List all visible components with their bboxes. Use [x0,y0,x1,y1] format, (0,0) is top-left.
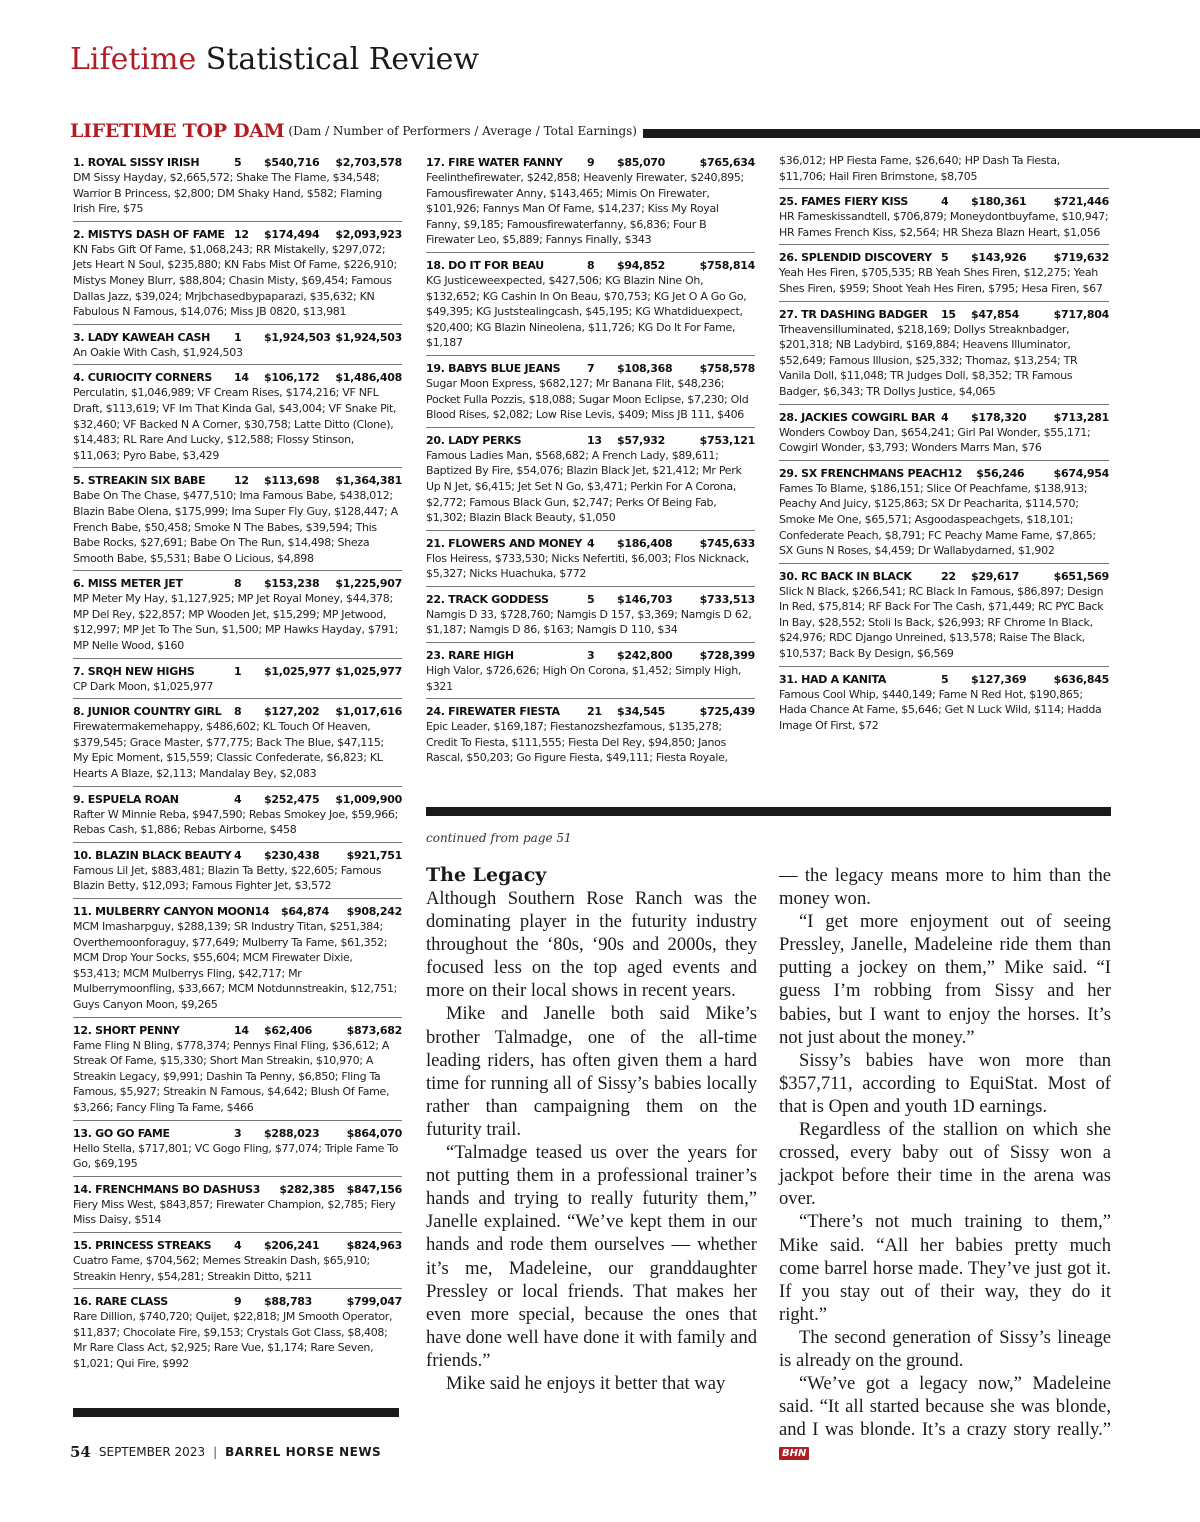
dam-total-earnings: $1,924,503 [335,330,402,344]
article-column-1 [426,887,757,1395]
dam-name: 23. RARE HIGH [426,649,514,663]
dam-performers: 21 [587,705,602,719]
dam-offspring-list: Famous Ladies Man, $568,682; A French Lady, $89,611; Baptized By Fire, $54,076; Blazin Black Jet, $21,412; Mr Perk Up N Jet, $6,415; Jet Set N Go, $3,471; Perkin For A Corona, $2,772; Famous Black Gun, $2,747; Perks Of Being Fab, $1,302; Blazin Black Beauty, $1,050 [426,448,742,525]
dam-performers: 1 [234,330,242,344]
dam-performers: 4 [941,195,949,209]
dam-performers: 3 [587,649,595,663]
dam-24-continued: $36,012; HP Fiesta Fame, $26,640; HP Dash Ta Fiesta, $11,706; Hail Firen Brimstone, $8,705 [779,153,1109,189]
dam-performers: 8 [587,258,595,272]
dam-name: 2. MISTYS DASH OF FAME [73,227,225,241]
article-paragraph: Sissy’s babies have won more than $357,711, according to EquiStat. Most of that is Open and youth 1D earnings. [779,1049,1111,1117]
dam-performers: 5 [234,156,242,169]
dam-average: $252,475 [264,792,320,806]
article-paragraph: Regardless of the stallion on which she crossed, every baby out of Sissy won a jackpot before their time in the arena was over. [779,1119,1111,1210]
dam-name: 21. FLOWERS AND MONEY [426,536,583,550]
dam-name: 5. STREAKIN SIX BABE [73,474,206,488]
dam-entry [779,567,1109,667]
dam-name: 22. TRACK GODDESS [426,592,549,606]
dam-entry-header [73,227,402,242]
dam-entry [73,471,402,571]
dam-total-earnings: $745,633 [699,536,755,550]
dam-performers: 3 [252,1182,261,1196]
dam-entry [73,225,402,325]
dam-offspring-list: Cuatro Fame, $704,562; Memes Streakin Dash, $65,910; Streakin Henry, $54,281; Streakin Ditto, $211 [73,1253,370,1283]
dam-total-earnings: $733,513 [699,592,755,606]
dam-name: 11. MULBERRY CANYON MOON [73,905,255,918]
article-paragraph: “There’s not much training to them,” Mike said. “All her babies pretty much come barrel horse made. They’ve just got it. If you stay out of their way, they do it right.” [779,1211,1111,1325]
dam-offspring-list: High Valor, $726,626; High On Corona, $1,452; Simply High, $321 [426,664,742,693]
dam-offspring-list: MP Meter My Hay, $1,127,925; MP Jet Royal Money, $44,378; MP Del Rey, $22,857; MP Wooden Jet, $15,299; MP Jetwood, $12,997; MP Jet To The Sun, $1,500; MP Hawks Hayday, $791; MP Nelle Wood, $160 [73,592,399,653]
dam-total-earnings: $721,446 [1053,195,1109,209]
dam-offspring-list: DM Sissy Hayday, $2,665,572; Shake The Flame, $34,548; Warrior B Princess, $2,800; DM Shaky Hand, $582; Flaming Irish Fire, $75 [73,171,382,216]
dam-entry [73,574,402,658]
dam-entry-header [426,258,755,273]
dam-name: 18. DO IT FOR BEAU [426,258,544,272]
dam-name: 28. JACKIES COWGIRL BAR [779,410,936,424]
page-footer [70,1443,381,1461]
publication-name: BARREL HORSE NEWS [225,1445,382,1459]
dam-entry-header [73,1294,402,1309]
dam-entry [426,153,755,253]
dam-performers: 1 [234,664,242,678]
dam-average: $153,238 [264,577,320,591]
dam-total-earnings: $921,751 [346,848,402,862]
section-rule [643,129,1200,138]
dam-offspring-list: KG Justiceweexpected, $427,506; KG Blazin Nine Oh, $132,652; KG Cashin In On Beau, $70,753; KG Jet O A Go Go, $49,395; KG Juststealingcash, $45,195; KG Whatdiduexpect, $20,400; KG Blazin Nineolena, $11,726; KG Do It For Fame, $1,187 [426,273,747,350]
dam-entry [73,1236,402,1289]
dam-performers: 12 [234,474,249,488]
article-paragraph: — the legacy means more to him than the money won. [779,865,1111,910]
dam-entry-header [779,194,1109,209]
table-bottom-rule-left [73,1408,399,1417]
dam-name: 10. BLAZIN BLACK BEAUTY [73,848,232,862]
dam-entry [779,192,1109,245]
dam-average: $113,698 [264,474,320,488]
article-paragraph [779,1372,1111,1464]
dam-offspring-list: Wonders Cowboy Dan, $654,241; Girl Pal Wonder, $55,171; Cowgirl Wonder, $3,793; Wonders Marrs Man, $76 [779,425,1091,455]
dam-performers: 14 [234,1023,249,1037]
dam-offspring-list: Perculatin, $1,046,989; VF Cream Rises, $174,216; VF NFL Draft, $113,619; VF Im That Kinda Gal, $43,004; VF Snake Pit, $32,460; VF Backed N A Corner, $30,758; Latte Ditto (Clone), $14,483; RL Rare And Lucky, $12,588; Flossy Stinson, $11,063; Pyro Babe, $3,429 [73,386,397,462]
dam-offspring-list: Yeah Hes Firen, $705,535; RB Yeah Shes Firen, $12,275; Yeah Shes Firen, $959; Shoot Yeah Hes Firen, $795; Hesa Firen, $67 [779,266,1103,295]
dam-entry [73,153,402,222]
dam-offspring-list: Babe On The Chase, $477,510; Ima Famous Babe, $438,012; Blazin Babe Olena, $175,999; Ima Super Fly Guy, $128,447; A French Babe, $50,458; Smoke N The Babes, $39,594; This Babe Rocks, $27,691; Babe On The Run, $14,498; Sheza Smooth Babe, $5,531; Babe O Licious, $4,898 [73,489,398,565]
dam-name: 1. ROYAL SISSY IRISH [73,156,200,169]
dam-average: $127,202 [264,705,320,719]
dam-average: $143,926 [971,251,1027,265]
dam-entry-header [73,1238,402,1253]
dam-offspring-list: An Oakie With Cash, $1,924,503 [73,345,243,359]
dam-performers: 12 [947,466,963,480]
dam-entry [426,359,755,428]
dam-performers: 5 [941,672,949,686]
dam-name: 6. MISS METER JET [73,577,183,591]
dam-name: 20. LADY PERKS [426,433,522,447]
dam-average: $174,494 [264,227,320,241]
dam-name: 4. CURIOCITY CORNERS [73,371,213,385]
article-paragraph: Although Southern Rose Ranch was the dominating player in the futurity industry throughout the ‘80s, ‘90s and 2000s, they focused less on the top aged events and more on their local shows in recent years. [426,888,757,1002]
dam-name: 19. BABYS BLUE JEANS [426,361,561,375]
dam-name: 27. TR DASHING BADGER [779,307,928,321]
dam-entry [426,534,755,587]
dam-entry [426,431,755,531]
dam-average: $127,369 [971,672,1027,686]
dam-total-earnings: $636,845 [1053,672,1109,686]
dam-total-earnings: $1,017,616 [335,705,402,719]
dam-entry-header [426,648,755,663]
dam-performers: 4 [587,536,595,550]
dam-entry-header [426,536,755,551]
dam-entry-header [73,664,402,679]
dam-offspring-list: MCM Imasharpguy, $288,139; SR Industry Titan, $251,384; Overthemoonforaguy, $77,649; Mulberry Ta Fame, $61,352; MCM Drop Your Socks, $55,604; MCM Firewater Dixie, $53,413; MCM Mulberrys Fling, $42,717; Mr Mulberrymoonfling, $33,667; MCM Notdunnstreakin, $12,751; Guys Canyon Moon, $9,265 [73,920,398,1011]
dam-offspring-list: Epic Leader, $169,187; Fiestanozshezfamous, $135,278; Credit To Fiesta, $111,555; Fiesta Del Rey, $94,850; Janos Rascal, $50,203; Go Figure Fiesta, $49,111; Fiesta Royale, [426,720,728,765]
dam-entry [73,368,402,468]
dam-total-earnings: $1,025,977 [335,664,402,678]
dam-name: 17. FIRE WATER FANNY [426,156,563,169]
section-subtitle: (Dam / Number of Performers / Average / Total Earnings) [288,124,637,138]
dam-entry [426,646,755,699]
dam-average: $57,932 [617,433,666,447]
dam-entry-header [426,361,755,376]
dam-entry [73,790,402,843]
header-accent: Lifetime [70,42,197,77]
dam-entry-header [73,473,402,488]
dam-performers: 3 [234,1126,242,1140]
issue-date: SEPTEMBER 2023 [98,1445,206,1459]
dam-average: $56,246 [976,466,1025,480]
dam-offspring-list: Trheavensilluminated, $218,169; Dollys Streaknbadger, $201,318; NB Ladybird, $169,884; Heavens Illuminator, $52,649; Famous Illusion, $25,332; Thomaz, $13,254; TR Vanila Doll, $11,048; TR Judges Doll, $8,352; TR Famous Badger, $6,343; TR Dollys Justice, $4,065 [779,322,1078,398]
dam-total-earnings: $651,569 [1053,569,1109,583]
bhn-logo: BHN [779,1447,809,1460]
article-paragraph: Mike and Janelle both said Mike’s brother Talmadge, one of the all-time leading riders, has often given them a hard time for running all of Sissy’s babies locally rather than campaigning them on the futurity trail. [426,1003,757,1140]
dam-total-earnings: $799,047 [346,1295,402,1309]
dam-total-earnings: $758,578 [699,361,755,375]
header-title: Statistical Review [196,42,480,77]
dam-average: $108,368 [617,361,673,375]
dam-offspring-list: Hello Stella, $717,801; VC Gogo Fling, $77,074; Triple Fame To Go, $69,195 [73,1141,399,1171]
dam-entry-header [73,1126,402,1141]
dam-total-earnings: $873,682 [346,1023,402,1037]
dam-average: $29,617 [971,569,1020,583]
dam-performers: 14 [254,905,270,918]
dam-average: $230,438 [264,848,320,862]
dam-average: $288,023 [264,1126,320,1140]
dam-total-earnings: $1,486,408 [335,371,402,385]
dam-entry-header [73,848,402,863]
section-heading [70,118,1200,144]
dam-entry [426,256,755,356]
dam-total-earnings: $824,963 [346,1238,402,1252]
article-paragraph: Mike said he enjoys it better that way [446,1372,726,1394]
dam-total-earnings: $2,703,578 [335,156,402,169]
dam-entry-header [426,155,755,170]
dam-entry-header [73,576,402,591]
dam-offspring-list: Feelinthefirewater, $242,858; Heavenly Firewater, $240,895; Famousfirewater Anny, $143,465; Mimis On Firewater, $101,926; Fannys Man Of Fame, $14,237; Kiss My Royal Fanny, $9,185; Famousfirewaterfanny, $6,836; Four B Firewater Leo, $5,889; Fannys Finally, $343 [426,171,744,247]
dam-performers: 22 [941,569,956,583]
dam-performers: 8 [234,705,242,719]
dam-entry [426,702,755,770]
dam-offspring-list: HR Fameskissandtell, $706,879; Moneydontbuyfame, $10,947; HR Fames French Kiss, $2,564; HR Sheza Blazn Heart, $1,056 [779,210,1109,239]
dam-average: $94,852 [617,258,666,272]
dam-entry-header [779,410,1109,425]
dam-total-earnings: $847,156 [346,1182,402,1196]
dam-offspring-list: Famous Lil Jet, $883,481; Blazin Ta Betty, $22,605; Famous Blazin Betty, $12,093; Famous Fighter Jet, $3,572 [73,863,382,893]
dam-performers: 4 [234,1238,242,1252]
dam-entry-header [426,704,755,719]
dam-average: $62,406 [264,1023,313,1037]
dam-entry-header [73,370,402,385]
dam-name: 8. JUNIOR COUNTRY GIRL [73,705,222,719]
dam-average: $1,025,977 [264,664,331,678]
dam-offspring-list: Fame Fling N Bling, $778,374; Pennys Final Fling, $36,612; A Streak Of Fame, $15,330; Short Man Streakin, $10,970; A Streakin Legacy, $9,991; Dashin Ta Penny, $6,850; Fling Ta Famous, $5,927; Streakin N Famous, $4,642; Blush Of Fame, $3,266; Fancy Fling Ta Fame, $466 [73,1038,390,1114]
dam-name: 16. RARE CLASS [73,1295,168,1309]
dam-total-earnings: $908,242 [346,905,402,918]
dam-entry [73,1021,402,1121]
dam-offspring-list: Firewatermakemehappy, $486,602; KL Touch Of Heaven, $379,545; Grace Master, $77,775; Back The Blue, $47,115; My Epic Moment, $15,559; Classic Confederate, $6,823; KL Hearts A Blaze, $2,113; Mandalay Bey, $2,083 [73,720,384,781]
dam-average: $47,854 [971,307,1020,321]
dam-offspring-list: Rare Dillion, $740,720; Quijet, $22,818; JM Smooth Operator, $11,837; Chocolate Fire, $9,153; Crystals Got Class, $8,408; Mr Rare Class Act, $2,925; Rare Vue, $1,174; Rare Seven, $1,021; Qui Fire, $992 [73,1310,393,1370]
dam-entry [779,408,1109,461]
dam-average: $1,924,503 [264,330,331,344]
section-title: LIFETIME TOP DAM [70,120,285,142]
dam-average: $178,320 [971,410,1027,424]
dam-name: 14. FRENCHMANS BO DASHUS [73,1182,253,1196]
dam-total-earnings: $1,009,900 [335,792,402,806]
dam-entry-header [73,704,402,719]
dam-average: $34,545 [617,705,666,719]
dam-offspring-list: Famous Cool Whip, $440,149; Fame N Red Hot, $190,865; Hada Chance At Fame, $5,646; Get N Luck Wild, $114; Hadda Image Of First, $72 [779,687,1102,732]
dam-total-earnings: $674,954 [1053,466,1110,480]
dam-average: $88,783 [264,1295,313,1309]
article-title: The Legacy [426,864,547,886]
dam-entry [73,1180,402,1233]
dam-total-earnings: $717,804 [1053,307,1109,321]
article-column-2 [779,864,1111,1464]
dam-name: 7. SRQH NEW HIGHS [73,664,195,678]
dam-entry-header [779,569,1109,584]
dam-name: 15. PRINCESS STREAKS [73,1238,212,1252]
dam-entry [779,670,1109,738]
dam-offspring-list: CP Dark Moon, $1,025,977 [73,679,214,693]
dam-average: $242,800 [617,649,673,663]
dam-name: 13. GO GO FAME [73,1126,170,1140]
dam-average: $146,703 [617,592,673,606]
dam-performers: 5 [587,592,595,606]
dam-offspring-list: Sugar Moon Express, $682,127; Mr Banana Flit, $48,236; Pocket Fulla Pozzis, $18,088; Sugar Moon Eclipse, $7,230; Old Blood Rises, $2,082; Low Rise Levis, $409; Miss JB 111, $406 [426,376,749,422]
dam-total-earnings: $725,439 [699,705,755,719]
dam-entry [73,902,402,1018]
dam-offspring-list: Rafter W Minnie Reba, $947,590; Rebas Smokey Joe, $59,966; Rebas Cash, $1,886; Rebas Airborne, $458 [73,807,399,837]
dam-total-earnings: $728,399 [699,649,755,663]
dam-performers: 13 [587,433,602,447]
dam-name: 9. ESPUELA ROAN [73,792,179,806]
dam-name: 26. SPLENDID DISCOVERY [779,251,932,265]
dam-performers: 15 [941,307,956,321]
dam-name: 12. SHORT PENNY [73,1023,180,1037]
dam-entry [73,1292,402,1375]
dam-performers: 8 [234,577,242,591]
dam-total-earnings: $1,364,381 [335,474,402,488]
dam-offspring-list: KN Fabs Gift Of Fame, $1,068,243; RR Mistakelly, $297,072; Jets Heart N Soul, $235,880; KN Fabs Mist Of Fame, $226,910; Mistys Money Blurr, $88,804; Chasin Misty, $69,454; Famous Dallas Jazz, $39,024; Mrjbchasedbypaparazi, $35,632; KN Fabulous N Famous, $14,076; Miss JB 0820, $13,981 [73,242,397,319]
dam-entry [73,702,402,786]
dam-performers: 9 [234,1295,242,1309]
dam-entry [73,328,402,366]
dam-average: $282,385 [279,1182,335,1196]
dam-performers: 4 [941,410,949,424]
dam-entry [73,846,402,899]
dam-performers: 7 [587,361,595,375]
dam-total-earnings: $765,634 [699,156,755,169]
article-last-sentence: “We’ve got a legacy now,” Madeleine said. “It all started because she was blonde, and I was blonde. It’s a crazy story really.” [779,1373,1111,1441]
dam-name: 29. SX FRENCHMANS PEACH [779,466,948,480]
dam-entry-header [779,250,1109,265]
table-bottom-rule-right [426,807,1111,816]
dam-entry-header [779,672,1109,687]
dam-offspring-list: Namgis D 33, $728,760; Namgis D 157, $3,369; Namgis D 62, $1,187; Namgis D 86, $163; Namgis D 110, $34 [426,607,752,637]
dam-entry-header [426,592,755,607]
dam-entry-header [73,1023,402,1038]
dam-total-earnings: $719,632 [1053,251,1109,265]
dam-offspring-list: Fiery Miss West, $843,857; Firewater Champion, $2,785; Fiery Miss Daisy, $514 [73,1197,396,1227]
dam-total-earnings: $713,281 [1053,410,1109,424]
article-paragraph: “Talmadge teased us over the years for not putting them in a professional trainer’s hands and trying to really futurity them,” Janelle explained. “We’ve kept them in our hands and rode them ourselves — whether it’s me, Madeleine, our granddaughter Pressley or local friends. That makes her even more special, because the ones that have done well have done it with family and friends.” [426,1142,757,1371]
dam-entry-header [426,433,755,448]
dam-performers: 5 [941,251,949,265]
dam-total-earnings: $753,121 [699,433,755,447]
dam-name: 30. RC BACK IN BLACK [779,569,912,583]
dam-entry-header [73,904,402,919]
dam-entry-header [73,1182,402,1197]
dam-entry-header [73,330,402,345]
dam-average: $85,070 [617,156,666,169]
dam-offspring-list: Slick N Black, $266,541; RC Black In Famous, $86,897; Design In Red, $75,814; RF Back For The Cash, $71,449; RC PYC Back In Bay, $28,552; Stoli Is Back, $26,993; RF Chrome In Black, $24,976; RDC Django Unreined, $13,578; Raise The Black, $10,537; Back By Design, $6,569 [779,584,1104,661]
dam-entry [73,662,402,700]
dam-average: $180,361 [971,195,1027,209]
article-paragraph: “I get more enjoyment out of seeing Pressley, Janelle, Madeleine ride them than putting a jockey on them,” Mike said. “I guess I’m robbing from Sissy and her babies, but I want to enjoy the horses. It’s not just about the money.” [779,911,1111,1048]
dam-name: 24. FIREWATER FIESTA [426,705,560,719]
continued-note: continued from page 51 [426,831,572,845]
dam-entry-header [779,307,1109,322]
dam-performers: 9 [587,156,595,169]
dam-entry-header [779,466,1109,481]
dam-entry [779,305,1109,405]
dam-entry [73,1124,402,1177]
dam-performers: 12 [234,227,249,241]
dam-column-2 [426,153,755,773]
footer-separator: | [213,1445,218,1459]
dam-offspring-list: Fames To Blame, $186,151; Slice Of Peachfame, $138,913; Peachy And Juicy, $125,863; SX Dr Peacharita, $114,570; Smoke Me One, $65,571; Asgoodaspeachgets, $18,101; Confederate Peach, $8,791; FC Peachy Mame Fame, $7,865; SX Guns N Roses, $4,459; Dr Wallabydarned, $1,902 [779,481,1096,558]
dam-entry-header [73,155,402,170]
dam-entry [779,464,1109,564]
dam-performers: 14 [234,371,249,385]
dam-average: $206,241 [264,1238,320,1252]
dam-name: 25. FAMES FIERY KISS [779,195,909,209]
dam-total-earnings: $864,070 [346,1126,402,1140]
dam-performers: 4 [234,792,242,806]
dam-average: $106,172 [264,371,320,385]
page-header [70,42,479,77]
dam-entry [426,590,755,643]
dam-average: $64,874 [280,905,329,918]
dam-entry-header [73,792,402,807]
dam-total-earnings: $758,814 [699,258,755,272]
dam-total-earnings: $1,225,907 [335,577,402,591]
dam-average: $540,716 [264,156,320,169]
dam-column-1 [73,153,402,1378]
dam-average: $186,408 [617,536,673,550]
dam-offspring-list: Flos Heiress, $733,530; Nicks Nefertiti, $6,003; Flos Nicknack, $5,327; Nicks Huachuka, $772 [426,551,749,581]
dam-performers: 4 [234,848,242,862]
dam-column-3 [779,153,1109,740]
page-number: 54 [70,1443,91,1461]
article-paragraph: The second generation of Sissy’s lineage is already on the ground. [779,1326,1111,1371]
dam-total-earnings: $2,093,923 [335,227,402,241]
dam-name: 31. HAD A KANITA [779,672,887,686]
dam-entry [779,248,1109,301]
dam-name: 3. LADY KAWEAH CASH [73,330,211,344]
